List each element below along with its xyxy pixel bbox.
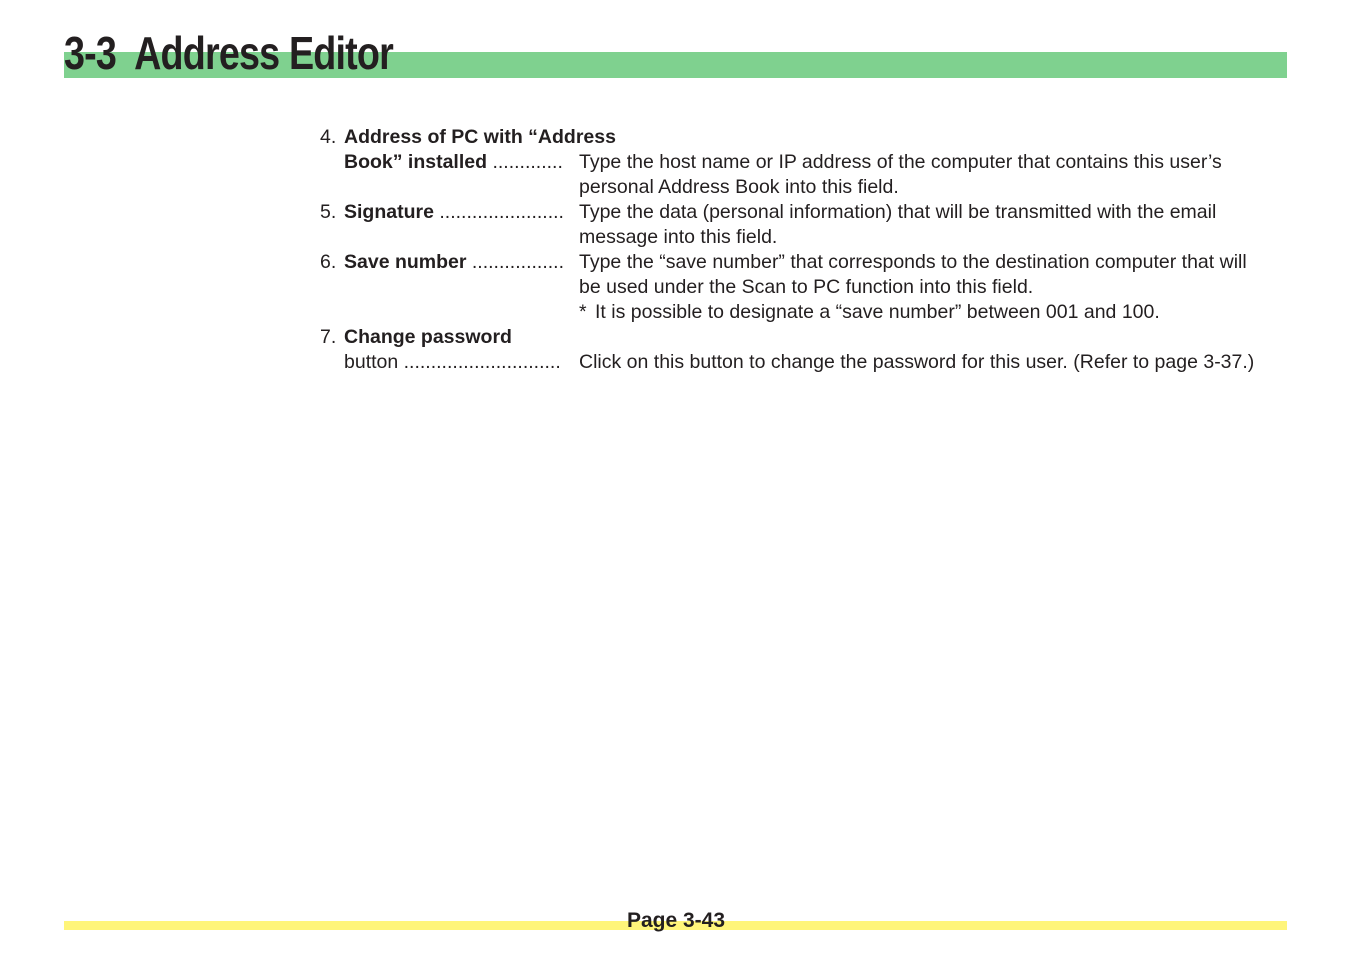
item-description: Click on this button to change the password for this user. (Refer to page 3-37.) — [579, 351, 1255, 373]
item-description: Type the data (personal information) that will be transmitted with the email — [579, 201, 1217, 223]
list-item — [320, 325, 1295, 350]
dot-leader: ....................... — [433, 201, 564, 223]
list-item-continuation — [320, 350, 1295, 375]
item-term: Address of PC with “Address — [344, 126, 616, 148]
dot-leader: ............. — [487, 151, 563, 173]
note-asterisk: * — [579, 301, 587, 323]
dot-leader: ............................. — [398, 351, 561, 373]
dot-leader: ................. — [466, 251, 564, 273]
item-note — [579, 300, 1160, 325]
list-item — [320, 125, 1295, 150]
item-term: Change password — [344, 326, 512, 348]
item-term: Save number — [344, 251, 467, 273]
list-item — [320, 250, 1295, 275]
item-number: 6. — [320, 251, 337, 273]
page-number: Page 3-43 — [626, 909, 726, 932]
list-item-continuation — [320, 150, 1295, 175]
item-description-line2: personal Address Book into this field. — [579, 176, 899, 198]
item-description-line2: message into this field. — [579, 226, 778, 248]
section-title: Address Editor — [134, 27, 393, 79]
definition-list — [320, 125, 1295, 375]
section-number: 3-3 — [64, 27, 117, 79]
list-item — [320, 200, 1295, 225]
item-number: 4. — [320, 126, 337, 148]
note-text: It is possible to designate a “save number” between 001 and 100. — [595, 301, 1160, 323]
item-term-line2: Book” installed — [344, 151, 488, 173]
item-number: 7. — [320, 326, 337, 348]
item-description: Type the “save number” that corresponds to the destination computer that will — [579, 251, 1247, 273]
item-term: Signature — [344, 201, 434, 223]
item-term-line2: button — [344, 351, 399, 373]
item-description-line2: be used under the Scan to PC function into this field. — [579, 276, 1034, 298]
item-description: Type the host name or IP address of the computer that contains this user’s — [579, 151, 1222, 173]
item-number: 5. — [320, 201, 337, 223]
page-title — [64, 24, 393, 82]
